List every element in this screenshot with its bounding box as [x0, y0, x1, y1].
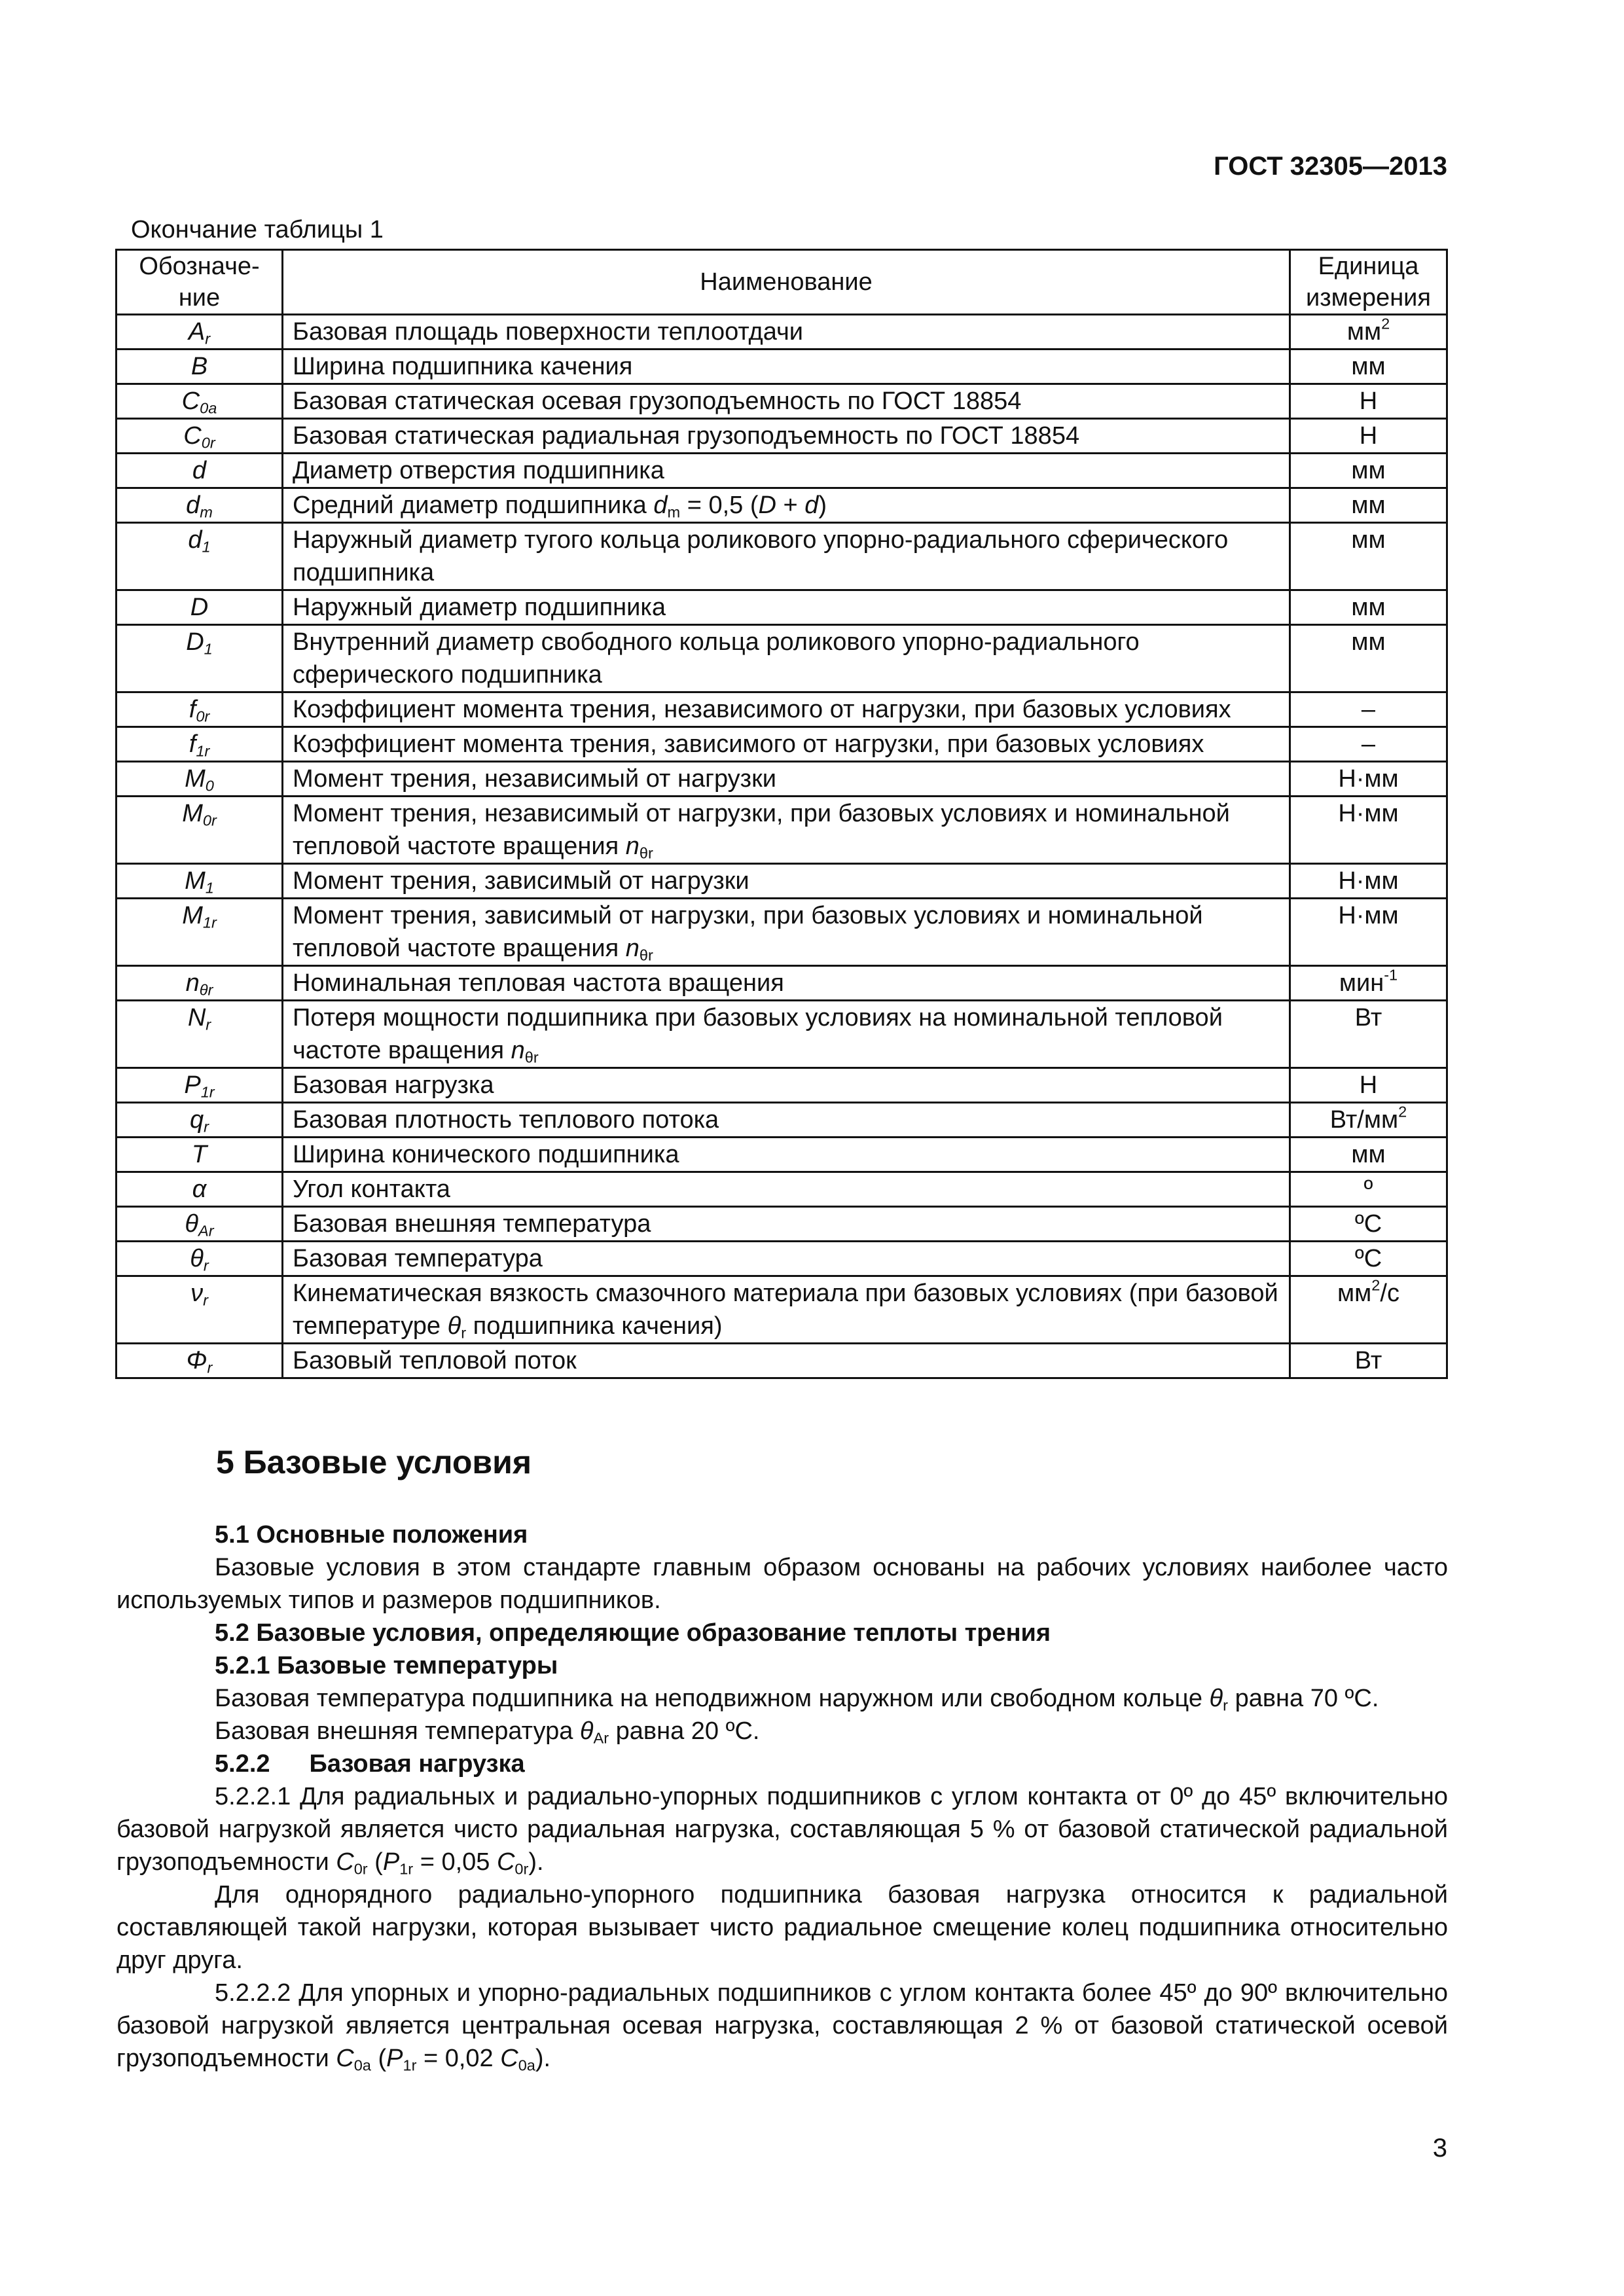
unit-cell: мм [1290, 625, 1447, 692]
name-cell: Базовая внешняя температура [283, 1207, 1290, 1242]
table-row [117, 523, 1447, 590]
symbol-cell: T [117, 1138, 283, 1172]
symbol-cell: $C_{0r}$ [117, 419, 283, 454]
clause-5-2-2-1: 5.2.2.1 Для радиальных и радиально-упорных подшипников с углом контакта от 0º до 45º включительно базовой нагрузкой является чисто радиальная нагрузка, составляющая 5 % от базовой статической радиальной грузоподъемности $C_{0r}$ ($P_{1r} = 0,05$ $C_{0r}$). [117, 1783, 1448, 1878]
unit-cell: Н·мм [1290, 762, 1447, 797]
name-cell: Ширина конического подшипника [283, 1138, 1290, 1172]
section-title: 5 Базовые условия [216, 1444, 532, 1480]
unit-cell: ºC [1290, 1207, 1447, 1242]
name-cell: Потеря мощности подшипника при базовых условиях на номинальной тепловой частоте вращения $n_{\theta r}$ [283, 1001, 1290, 1068]
subsection-5-2-2-number: 5.2.2 [215, 1750, 270, 1778]
subsection-5-2-1-text-2: Базовая внешняя температура $\theta_{Ar}$ равна 20 ºC. [215, 1717, 760, 1747]
subsection-5-1-title: 5.1 Основные положения [215, 1521, 528, 1549]
name-cell: Базовая статическая радиальная грузоподъемность по ГОСТ 18854 [283, 419, 1290, 454]
name-cell: Базовая плотность теплового потока [283, 1103, 1290, 1138]
table-row [117, 384, 1447, 419]
name-cell: Базовая статическая осевая грузоподъемность по ГОСТ 18854 [283, 384, 1290, 419]
unit-cell: мин$^{-1}$ [1290, 966, 1447, 1001]
name-cell: Момент трения, независимый от нагрузки [283, 762, 1290, 797]
table-row [117, 727, 1447, 762]
symbol-cell: $d_1$ [117, 523, 283, 590]
unit-cell: мм [1290, 488, 1447, 523]
page-number: 3 [1432, 2134, 1447, 2162]
name-cell: Момент трения, зависимый от нагрузки, при базовых условиях и номинальной тепловой частоте вращения $n_{\theta r}$ [283, 899, 1290, 966]
symbol-cell: $\theta_r$ [117, 1242, 283, 1276]
name-cell: Момент трения, зависимый от нагрузки [283, 864, 1290, 899]
name-cell: Коэффициент момента трения, независимого от нагрузки, при базовых условиях [283, 692, 1290, 727]
symbol-cell: $q_r$ [117, 1103, 283, 1138]
table-row [117, 488, 1447, 523]
header-unit: Единица измерения [1290, 250, 1447, 315]
name-cell: Базовый тепловой поток [283, 1344, 1290, 1378]
subsection-5-1-text: Базовые условия в этом стандарте главным образом основаны на рабочих условиях наиболее часто используемых типов и размеров подшипников. [117, 1554, 1448, 1614]
unit-cell: Вт [1290, 1001, 1447, 1068]
symbol-cell: $\nu_r$ [117, 1276, 283, 1344]
table-row [117, 1242, 1447, 1276]
section-text [117, 1518, 1448, 2075]
header-symbol: Обозначе- ние [117, 250, 283, 315]
name-cell: Базовая нагрузка [283, 1068, 1290, 1103]
table-row [117, 350, 1447, 384]
table-header-row [117, 250, 1447, 315]
subsection-5-2-1-title: 5.2.1 Базовые температуры [215, 1652, 558, 1679]
name-cell: Базовая температура [283, 1242, 1290, 1276]
name-cell: Ширина подшипника качения [283, 350, 1290, 384]
symbol-cell: $d_m$ [117, 488, 283, 523]
clause-5-2-2-2: 5.2.2.2 Для упорных и упорно-радиальных подшипников с углом контакта более 45º до 90º включительно базовой нагрузкой является центральная осевая нагрузка, составляющая 2 % от базовой статической осевой грузоподъемности $C_{0a}$ ($P_{1r} = 0,02$ $C_{0a}$). [117, 1979, 1448, 2074]
symbol-cell: $M_0$ [117, 762, 283, 797]
table-row [117, 1344, 1447, 1378]
unit-cell: мм [1290, 454, 1447, 488]
table-row [117, 590, 1447, 625]
unit-cell: Н·мм [1290, 797, 1447, 864]
symbols-table [115, 249, 1448, 1379]
name-cell: Средний диаметр подшипника $d_m = 0,5$ (D + d) [283, 488, 1290, 523]
table-row [117, 1103, 1447, 1138]
symbol-cell: $\Phi_r$ [117, 1344, 283, 1378]
symbol-cell: $f_{1r}$ [117, 727, 283, 762]
name-cell: Диаметр отверстия подшипника [283, 454, 1290, 488]
symbol-cell: D [117, 590, 283, 625]
unit-cell: мм [1290, 590, 1447, 625]
unit-cell: Н·мм [1290, 864, 1447, 899]
document-header: ГОСТ 32305—2013 [1214, 152, 1447, 181]
table-row [117, 454, 1447, 488]
table-row [117, 966, 1447, 1001]
name-cell: Базовая площадь поверхности теплоотдачи [283, 315, 1290, 350]
symbol-cell: $f_{0r}$ [117, 692, 283, 727]
unit-cell: º [1290, 1172, 1447, 1207]
table-row [117, 1068, 1447, 1103]
unit-cell: Н [1290, 1068, 1447, 1103]
symbol-cell: B [117, 350, 283, 384]
table-row [117, 797, 1447, 864]
symbol-cell: α [117, 1172, 283, 1207]
table-body [117, 315, 1447, 1378]
table-row [117, 1172, 1447, 1207]
name-cell: Кинематическая вязкость смазочного материала при базовых условиях (при базовой температуре $\theta_r$ подшипника качения) [283, 1276, 1290, 1344]
table-caption: Окончание таблицы 1 [131, 216, 384, 243]
table-row [117, 1276, 1447, 1344]
symbol-cell: $M_{1r}$ [117, 899, 283, 966]
subsection-5-2-title: 5.2 Базовые условия, определяющие образование теплоты трения [215, 1619, 1051, 1647]
unit-cell: $мм^2/с$ [1290, 1276, 1447, 1344]
table-row [117, 864, 1447, 899]
unit-cell: $Вт/мм^2$ [1290, 1103, 1447, 1138]
symbol-cell: $D_1$ [117, 625, 283, 692]
name-cell: Номинальная тепловая частота вращения [283, 966, 1290, 1001]
table-row [117, 419, 1447, 454]
unit-cell: – [1290, 727, 1447, 762]
subsection-5-2-2-name: Базовая нагрузка [309, 1750, 525, 1778]
unit-cell: мм [1290, 350, 1447, 384]
unit-cell: Н·мм [1290, 899, 1447, 966]
symbol-cell: $C_{0a}$ [117, 384, 283, 419]
symbol-cell: $M_1$ [117, 864, 283, 899]
symbol-cell: $M_{0r}$ [117, 797, 283, 864]
unit-cell: – [1290, 692, 1447, 727]
table-row [117, 625, 1447, 692]
name-cell: Наружный диаметр тугого кольца роликового упорно-радиального сферического подшипника [283, 523, 1290, 590]
name-cell: Угол контакта [283, 1172, 1290, 1207]
symbol-cell: d [117, 454, 283, 488]
unit-cell: мм [1290, 1138, 1447, 1172]
symbol-cell: $A_r$ [117, 315, 283, 350]
table-row [117, 1138, 1447, 1172]
unit-cell: Н [1290, 419, 1447, 454]
clause-5-2-2-1-note: Для однорядного радиально-упорного подшипника базовая нагрузка относится к радиальной составляющей такой нагрузки, которая вызывает чисто радиальное смещение колец подшипника относительно друг друга. [117, 1881, 1448, 1974]
unit-cell: $мм^2$ [1290, 315, 1447, 350]
unit-cell: Н [1290, 384, 1447, 419]
name-cell: Наружный диаметр подшипника [283, 590, 1290, 625]
table-row [117, 315, 1447, 350]
name-cell: Внутренний диаметр свободного кольца роликового упорно-радиального сферического подшипника [283, 625, 1290, 692]
unit-cell: мм [1290, 523, 1447, 590]
symbol-cell: $P_{1r}$ [117, 1068, 283, 1103]
subsection-5-2-1-text-1: Базовая температура подшипника на неподвижном наружном или свободном кольце $\theta_r$ равна 70 ºC. [215, 1685, 1379, 1714]
symbol-cell: $\theta_{Ar}$ [117, 1207, 283, 1242]
table-row [117, 762, 1447, 797]
header-name: Наименование [283, 250, 1290, 315]
table-row [117, 899, 1447, 966]
name-cell: Момент трения, независимый от нагрузки, при базовых условиях и номинальной тепловой частоте вращения $n_{\theta r}$ [283, 797, 1290, 864]
table-row [117, 1207, 1447, 1242]
unit-cell: Вт [1290, 1344, 1447, 1378]
table-row [117, 692, 1447, 727]
table-row [117, 1001, 1447, 1068]
unit-cell: ºC [1290, 1242, 1447, 1276]
symbol-cell: $N_r$ [117, 1001, 283, 1068]
symbol-cell: $n_{\theta r}$ [117, 966, 283, 1001]
subsection-5-2-2-title [117, 1748, 1448, 1780]
name-cell: Коэффициент момента трения, зависимого от нагрузки, при базовых условиях [283, 727, 1290, 762]
